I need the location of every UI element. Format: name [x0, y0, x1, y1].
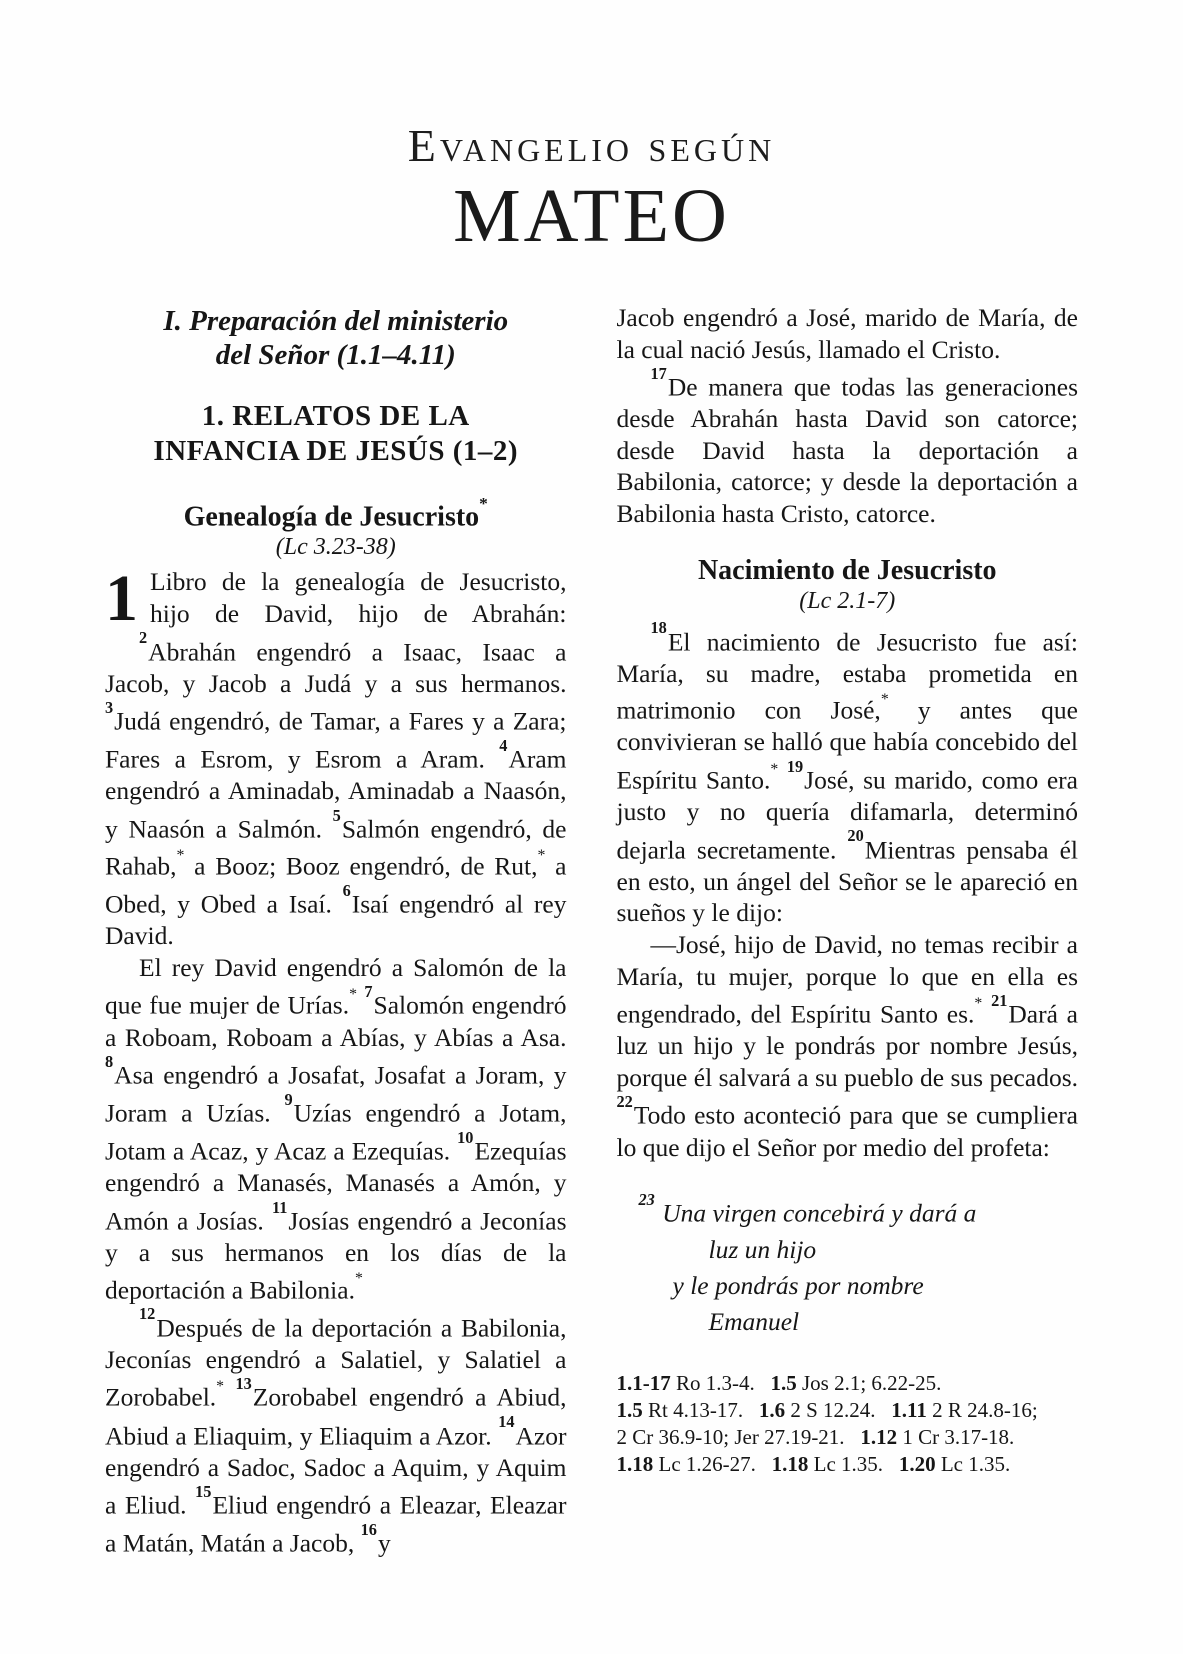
book-kicker: Evangelio según [407, 120, 776, 171]
poem-line: luz un hijo [708, 1234, 817, 1264]
verse-paragraph-opening [105, 562, 567, 636]
poem-line: Emanuel [708, 1306, 800, 1336]
section-heading-line1: 1. RELATOS DE LA [201, 400, 470, 432]
chapter-drop-cap: 1 [105, 562, 138, 636]
pericope-reference: (Lc 3.23-38) [275, 534, 396, 561]
pericope-heading-genealogia: Genealogía de Jesucristo* [183, 493, 488, 533]
verse-paragraph-continuation: Jacob engendró a José, marido de María, de la cual nació Jesús, llamado el Cristo. [616, 303, 1078, 364]
verse-paragraph: $^{12}$Después de la deportación a Babilonia, Jeconías engendró a Salatiel, y Salatiel a Zorobabel.* $^{13}$Zorobabel engendró a Abiud, Abiud a Eliaquim, y Eliaquim a Azor. $^{14}$Azor engendró a Sadoc, Sadoc a Aquim, y Aquim a Eliud. $^{15}$Eliud engendró a Eleazar, Eleazar a Matán, Matán a Jacob, $^{16}$y [105, 1304, 567, 1558]
book-title: MATEO [453, 174, 730, 258]
verse-paragraph: $^{18}$El nacimiento de Jesucristo fue así: María, su madre, estaba prometida en matrimonio con José,* y antes que convivieran se halló que había concebido del Espíritu Santo.* $^{19}$José, su marido, como era justo y no quería difamarla, determinó dejarla secretamente. $^{20}$Mientras pensaba él en esto, un ángel del Señor se le apareció en sueños y le dijo: [616, 618, 1079, 928]
verse-1-text: Libro de la genealogía de Jesucristo, hijo de David, hijo de Abrahán: [150, 567, 567, 628]
footnote-line: 1.5 Rt 4.13-17. 1.6 2 S 12.24. 1.11 2 R 24.8-16; [616, 1397, 1038, 1422]
part-heading [105, 304, 567, 372]
left-column [105, 302, 567, 1559]
verse-paragraph: $^{17}$De manera que todas las generaciones desde Abrahán hasta David son catorce; desde David hasta la deportación a Babilonia, catorce; y desde la deportación a Babilonia hasta Cristo, catorce. [616, 363, 1078, 529]
footnote-line: 1.1-17 Ro 1.3-4. 1.5 Jos 2.1; 6.22-25. [616, 1370, 942, 1395]
two-column-text [105, 302, 1078, 1559]
book-header [105, 122, 1078, 256]
cross-reference-footnotes [617, 1370, 1079, 1478]
pericope-reference: (Lc 2.1-7) [799, 587, 896, 614]
poem-line: $^{23}$ Una virgen concebirá y dará a [638, 1189, 977, 1228]
right-column [617, 302, 1079, 1559]
section-heading-line2: INFANCIA DE JESÚS (1–2) [153, 435, 519, 467]
verse-paragraph: $^2$Abrahán engendró a Isaac, Isaac a Jacob, y Jacob a Judá y a sus hermanos. $^3$Judá engendró, de Tamar, a Fares y a Zara; Fares a Esrom, y Esrom a Aram. $^4$Aram engendró a Aminadab, Aminadab a Naasón, y Naasón a Salmón. $^5$Salmón engendró, de Rahab,* a Booz; Booz engendró, de Rut,* a Obed, y Obed a Isaí. $^6$Isaí engendró al rey David. [105, 628, 567, 951]
poem-line: y le pondrás por nombre [672, 1270, 924, 1300]
part-heading-line1: I. Preparación del ministerio [163, 305, 509, 337]
section-heading [105, 399, 567, 469]
prophecy-poem [617, 1189, 1079, 1340]
pericope-heading-nacimiento: Nacimiento de Jesucristo [697, 554, 997, 586]
footnote-line: 1.18 Lc 1.26-27. 1.18 Lc 1.35. 1.20 Lc 1.35. [616, 1451, 1011, 1476]
footnote-line: 2 Cr 36.9-10; Jer 27.19-21. 1.12 1 Cr 3.17-18. [616, 1424, 1015, 1449]
part-heading-line2: del Señor (1.1–4.11) [215, 339, 456, 371]
dialogue-paragraph: —José, hijo de David, no temas recibir a María, tu mujer, porque lo que en ella es engendrado, del Espíritu Santo es.* $^{21}$Dará a luz un hijo y le pondrás por nombre Jesús, porque él salvará a su pueblo de sus pecados. $^{22}$Todo esto aconteció para que se cumpliera lo que dijo el Señor por medio del profeta: [616, 930, 1078, 1162]
verse-paragraph: El rey David engendró a Salomón de la que fue mujer de Urías.* $^7$Salomón engendró a Roboam, Roboam a Abías, y Abías a Asa. $^8$Asa engendró a Josafat, Josafat a Joram, y Joram a Uzías. $^9$Uzías engendró a Jotam, Jotam a Acaz, y Acaz a Ezequías. $^{10}$Ezequías engendró a Manasés, Manasés a Amón, y Amón a Josías. $^{11}$Josías engendró a Jeconías y a sus hermanos en los días de la deportación a Babilonia.* [105, 952, 567, 1305]
